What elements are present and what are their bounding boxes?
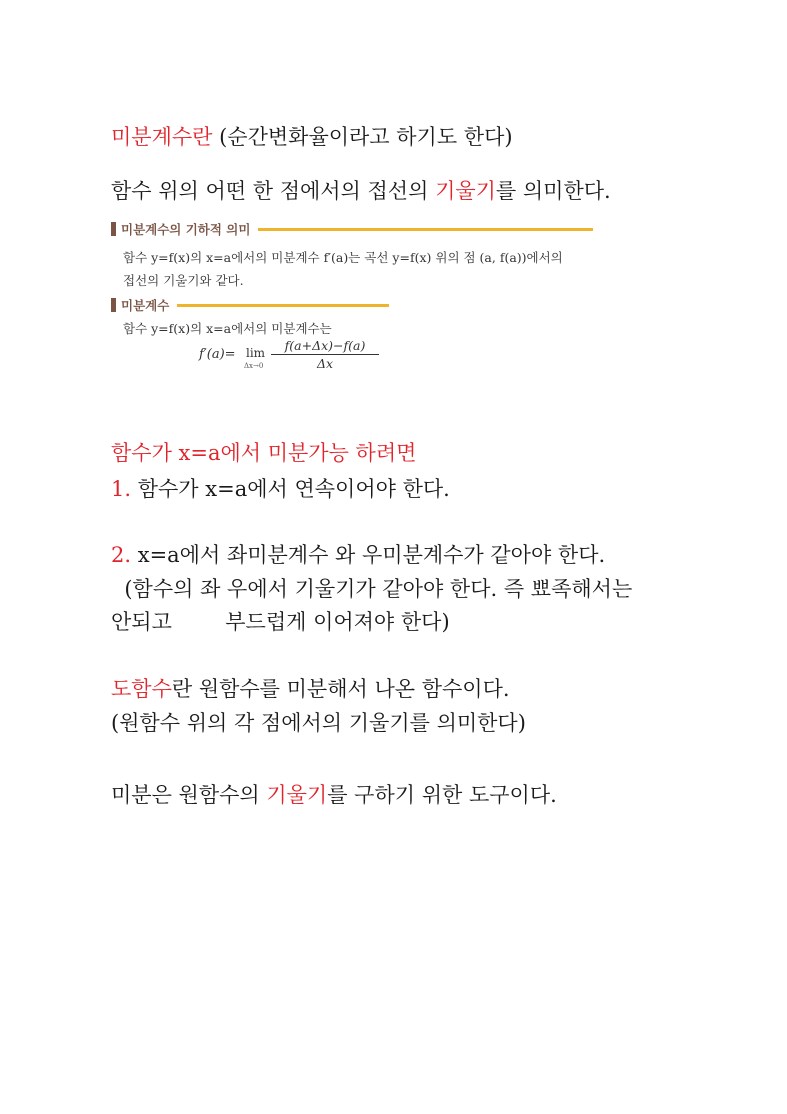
formula-denominator: Δx: [316, 356, 334, 371]
derivative-header: 미분계수: [111, 296, 389, 314]
condition-2-note: (함수의 좌 우에서 기울기가 같아야 한다. 즉 뾰족해서는: [111, 577, 633, 601]
geometric-meaning-text-2: 접선의 기울기와 같다.: [123, 273, 244, 288]
formula-lim: lim: [246, 346, 266, 360]
header-marker-icon: [111, 222, 116, 236]
derivative-keyword: 도함수: [111, 677, 172, 701]
header-rule: [177, 304, 389, 307]
condition-2: 2. x=a에서 좌미분계수 와 우미분계수가 같아야 한다.: [111, 543, 606, 567]
condition-1: 1. 함수가 x=a에서 연속이어야 한다.: [111, 477, 450, 501]
textbook-excerpt: [111, 218, 611, 378]
condition-title: 함수가 x=a에서 미분가능 하려면: [111, 441, 417, 465]
derivative-text: 함수 y=f(x)의 x=a에서의 미분계수는: [123, 321, 332, 336]
slope-keyword: 기울기: [435, 179, 496, 203]
formula-lim-sub: Δx→0: [244, 362, 264, 370]
formula-lhs: f′(a)=: [199, 347, 236, 362]
header-rule: [258, 228, 593, 231]
section-title: [111, 125, 513, 150]
formula-fraction: [271, 338, 379, 371]
summary-text: 미분은 원함수의 기울기를 구하기 위한 도구이다.: [111, 783, 557, 807]
title-keyword: 미분계수란: [111, 125, 213, 149]
formula-numerator: f(a+Δx)−f(a): [271, 338, 379, 355]
derivative-function-note: (원함수 위의 각 점에서의 기울기를 의미한다): [111, 711, 526, 735]
definition-text: 함수 위의 어떤 한 점에서의 접선의 기울기를 의미한다.: [111, 179, 611, 203]
header-marker-icon: [111, 298, 116, 312]
condition-2-note-2: 안되고 부드럽게 이어져야 한다): [111, 610, 450, 634]
geometric-meaning-text: 함수 y=f(x)의 x=a에서의 미분계수 f′(a)는 곡선 y=f(x) 위의 점 (a, f(a))에서의: [123, 250, 563, 265]
title-note: (순간변화율이라고 하기도 한다): [212, 125, 513, 149]
derivative-function-text: 도함수란 원함수를 미분해서 나온 함수이다.: [111, 677, 510, 701]
geometric-meaning-header: 미분계수의 기하적 의미: [111, 220, 593, 238]
slope-keyword-2: 기울기: [266, 783, 328, 807]
